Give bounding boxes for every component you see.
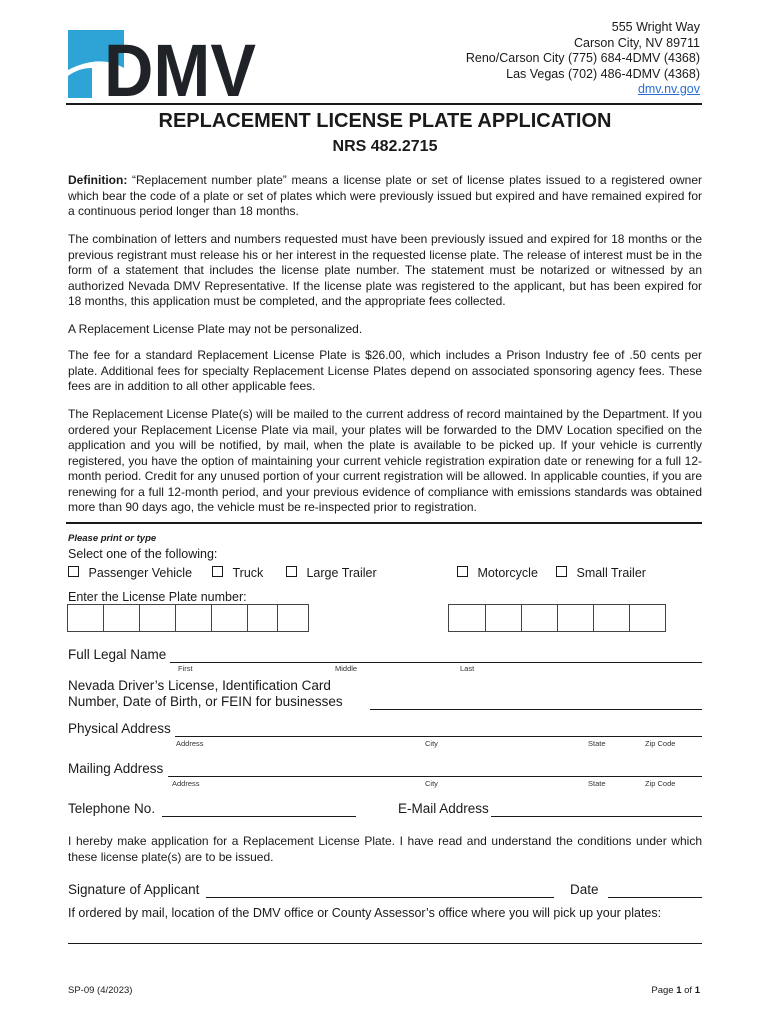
mailing-zip-caption: Zip Code	[645, 779, 676, 788]
checkbox-truck[interactable]	[212, 566, 223, 577]
paragraph-not-personalized: A Replacement License Plate may not be personalized.	[68, 322, 363, 336]
page-current: 1	[676, 985, 682, 996]
dl-label-line1: Nevada Driver’s License, Identification Card	[68, 678, 331, 693]
plate-number-input-2[interactable]	[448, 604, 666, 632]
name-first-caption: First	[178, 664, 193, 673]
plate-char-box[interactable]	[630, 605, 665, 631]
checkbox-small-trailer[interactable]	[556, 566, 567, 577]
address-street: 555 Wright Way	[611, 20, 700, 34]
definition-label: Definition:	[68, 173, 128, 187]
plate-char-box[interactable]	[248, 605, 278, 631]
option-passenger-vehicle[interactable]	[68, 566, 192, 580]
mailing-address-label: Mailing Address	[68, 761, 164, 776]
email-field[interactable]	[491, 816, 702, 817]
page-word: Page	[651, 985, 674, 996]
declaration-text: I hereby make application for a Replacement License Plate. I have read and understand the conditions under which these license plate(s) are to be issued.	[68, 834, 702, 864]
mailing-address-caption: Address	[172, 779, 200, 788]
plate-char-box[interactable]	[104, 605, 140, 631]
option-label: Small Trailer	[576, 566, 646, 580]
plate-char-box[interactable]	[68, 605, 104, 631]
date-field[interactable]	[608, 897, 702, 898]
form-statute: NRS 482.2715	[332, 138, 438, 155]
option-label: Truck	[232, 566, 264, 580]
physical-address-caption: Address	[176, 739, 204, 748]
mailing-state-caption: State	[588, 779, 606, 788]
definition-paragraph	[68, 173, 702, 220]
page-total: 1	[694, 985, 700, 996]
physical-city-caption: City	[425, 739, 438, 748]
option-large-trailer[interactable]	[286, 566, 377, 580]
dl-number-field[interactable]	[370, 709, 702, 710]
option-motorcycle[interactable]	[457, 566, 538, 580]
signature-label: Signature of Applicant	[68, 882, 200, 897]
phone-reno: Reno/Carson City (775) 684-4DMV (4368)	[465, 51, 700, 65]
physical-address-label: Physical Address	[68, 721, 171, 736]
plate-char-box[interactable]	[212, 605, 248, 631]
option-label: Passenger Vehicle	[88, 566, 193, 580]
physical-zip-caption: Zip Code	[645, 739, 676, 748]
mailing-city-caption: City	[425, 779, 438, 788]
email-label: E-Mail Address	[398, 801, 489, 816]
checkbox-motorcycle[interactable]	[457, 566, 468, 577]
paragraph-fees: The fee for a standard Replacement License Plate is $26.00, which includes a Prison Industry fee of .50 cents per plate. Additional fees for specialty Replacement License Plates depend on associated sponsoring agency fees. These fees are in addition to all other applicable fees.	[68, 348, 702, 393]
website-link[interactable]: dmv.nv.gov	[637, 82, 700, 96]
form-code: SP-09 (4/2023)	[68, 985, 133, 996]
date-label: Date	[570, 882, 599, 897]
print-note: Please print or type	[68, 533, 157, 544]
option-label: Large Trailer	[306, 566, 377, 580]
page-number	[651, 985, 700, 996]
dmv-address-block	[466, 20, 700, 98]
physical-state-caption: State	[588, 739, 606, 748]
address-city: Carson City, NV 89711	[574, 35, 700, 50]
definition-text: “Replacement number plate” means a license plate or set of license plates issued to a registered owner which bear the code of a plate or set of plates which were previously issued but expired and have remained expired for a continuous period longer than 18 months.	[68, 173, 702, 218]
name-middle-caption: Middle	[335, 664, 358, 673]
plate-number-input-1[interactable]	[67, 604, 309, 632]
plate-number-label: Enter the License Plate number:	[68, 590, 247, 604]
checkbox-large-trailer[interactable]	[286, 566, 297, 577]
plate-char-box[interactable]	[140, 605, 176, 631]
full-name-field[interactable]	[170, 662, 702, 663]
header-divider	[66, 103, 702, 105]
plate-char-box[interactable]	[486, 605, 522, 631]
pickup-location-label: If ordered by mail, location of the DMV office or County Assessor’s office where you will pick up your plates:	[68, 906, 662, 920]
paragraph-mailing: The Replacement License Plate(s) will be mailed to the current address of record maintained by the Department. If you ordered your Replacement License Plate via mail, your plates will be forwarded to the DMV Location specified on the application and you will be notified, by mail, when the plate is available to be picked up. If your vehicle is currently registered, you have the option of maintaining your current vehicle registration expiration date or renewing for a full 12- month period. Credit for any unused portion of your current registration will be allowed. In applicable counties, if you are renewing for a full 12-month period, and your previous evidence of compliance with emissions standards was obtained more than 90 days ago, the vehicle must be re-inspected prior to registration.	[68, 407, 702, 514]
of-word: of	[684, 985, 693, 996]
option-label: Motorcycle	[477, 566, 538, 580]
telephone-label: Telephone No.	[68, 801, 156, 816]
plate-char-box[interactable]	[594, 605, 630, 631]
pickup-location-field[interactable]	[68, 943, 702, 944]
name-last-caption: Last	[460, 664, 475, 673]
select-label: Select one of the following:	[68, 547, 218, 561]
form-divider	[66, 522, 702, 524]
plate-char-box[interactable]	[522, 605, 558, 631]
physical-address-field[interactable]	[175, 736, 702, 737]
option-truck[interactable]	[212, 566, 263, 580]
logo-text: DMV	[104, 29, 256, 100]
dmv-logo	[66, 28, 258, 100]
signature-field[interactable]	[206, 897, 554, 898]
dl-label-line2: Number, Date of Birth, or FEIN for businesses	[68, 694, 343, 709]
phone-las-vegas: Las Vegas (702) 486-4DMV (4368)	[506, 66, 700, 81]
plate-char-box[interactable]	[278, 605, 308, 631]
mailing-address-field[interactable]	[168, 776, 702, 777]
paragraph-release-interest: The combination of letters and numbers requested must have been previously issued and expired for 18 months or the previous registrant must release his or her interest in the requested license plate. The release of interest must be in the form of a statement that includes the license plate number. The statement must be notarized or witnessed by an authorized Nevada DMV Representative. If the license plate was registered to the applicant, but has been expired for 18 months, this application must be completed, and the appropriate fees collected.	[68, 232, 702, 308]
full-name-label: Full Legal Name	[68, 647, 167, 662]
checkbox-passenger-vehicle[interactable]	[68, 566, 79, 577]
telephone-field[interactable]	[162, 816, 356, 817]
plate-char-box[interactable]	[449, 605, 486, 631]
plate-char-box[interactable]	[176, 605, 212, 631]
form-title: REPLACEMENT LICENSE PLATE APPLICATION	[158, 110, 612, 132]
option-small-trailer[interactable]	[556, 566, 646, 580]
plate-char-box[interactable]	[558, 605, 594, 631]
dmv-logo-graphic	[66, 28, 258, 100]
